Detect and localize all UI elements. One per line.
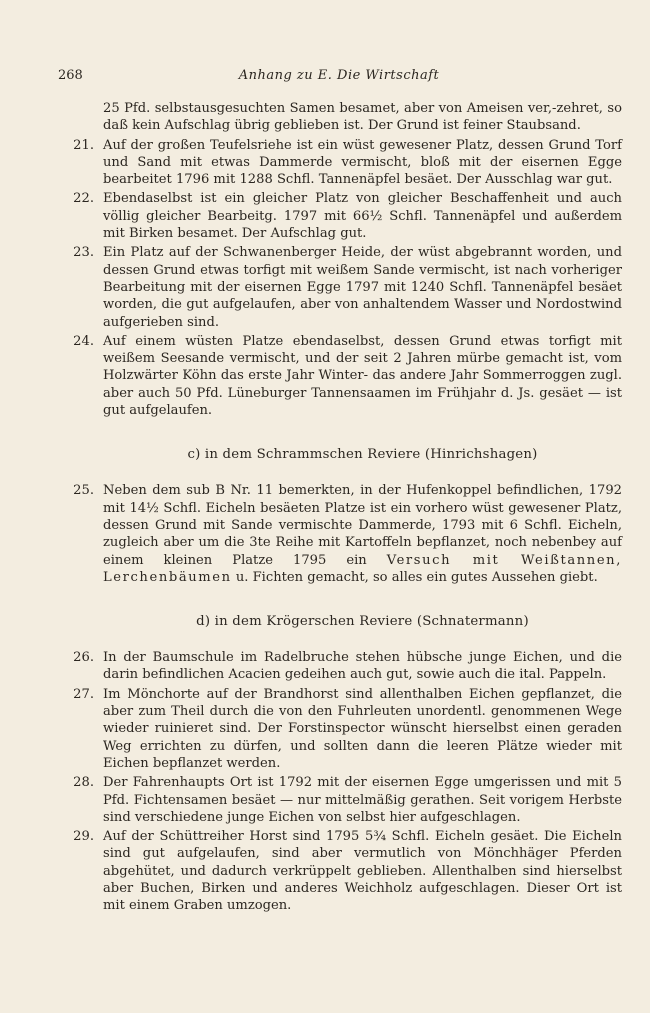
- entry-21: [62, 137, 622, 189]
- entry-text-spaced: Versuch mit Weißtannen, Lerchenbäumen: [103, 552, 622, 585]
- entry-27: [62, 686, 622, 772]
- entry-text: Der Fahrenhaupts Ort ist 1792 mit der eisernen Egge umgerissen und mit 5 Pfd. Fichtensamen besäet — nur mittelmäßig gerathen. Seit vorigem Herbste sind verschiedene junge Eichen von selbst hier aufgeschlagen.: [103, 775, 622, 825]
- entry-text: Ebendaselbst ist ein gleicher Platz von gleicher Beschaffenheit und auch völlig gleicher Bearbeitg. 1797 mit 66½ Schfl. Tannenäpfel und außerdem mit Birken besamet. Der Aufschlag gut.: [103, 191, 622, 242]
- page-number: 268: [58, 68, 83, 83]
- page-header: [58, 68, 620, 88]
- entry-text: Auf einem wüsten Platze ebendaselbst, dessen Grund etwas torfigt mit weißem Seesande vermischt, und der seit 2 Jahren mürbe gemacht ist, vom Holzwärter Köhn das erste Jahr Winter- das andere Jahr Sommerroggen zugl. aber auch 50 Pfd. Lüneburger Tannensaamen im Frühjahr d. Js. gesäet — ist gut aufgelaufen.: [103, 333, 622, 419]
- entry-number: 26.: [73, 650, 94, 666]
- entry-text-start: Neben dem sub B Nr. 11 bemerkten, in der Hufenkoppel befindlichen, 1792 mit 14½ Schfl. Eicheln besäeten Platze ist ein vorhero wüst gewesener Platz, dessen Grund mit Sande vermischte Dammerde, 1793 mit 6 Schfl. Eicheln, zugleich aber um die 3te Reihe mit Kartoffeln bepflanzet, noch nebenbey auf einem kleinen Platze 1795 ein: [103, 483, 622, 568]
- entry-text: In der Baumschule im Radelbruche stehen hübsche junge Eichen, und die darin befindlichen Acacien gedeihen auch gut, sowie auch die ital. Pappeln.: [103, 650, 622, 683]
- section-heading-c: c) in dem Schrammschen Reviere (Hinrichshagen): [187, 447, 538, 463]
- entry-text: Auf der Schüttreiher Horst sind 1795 5¾ Schfl. Eicheln gesäet. Die Eicheln sind gut aufgelaufen, sind aber vermutlich von Mönchhäger Pferden abgehütet, und dadurch verkrüppelt geblieben. Allenthalben sind hierselbst aber Buchen, Birken und anderes Weichholz aufgeschlagen. Dieser Ort ist mit einem Graben umzogen.: [103, 829, 622, 914]
- entry-28: [62, 774, 622, 826]
- entry-text: Auf der großen Teufelsriehe ist ein wüst gewesener Platz, dessen Grund Torf und Sand mit etwas Dammerde vermischt, bloß mit der eisernen Egge bearbeitet 1796 mit 1288 Schfl. Tannenäpfel besäet. Der Ausschlag war gut.: [103, 137, 622, 188]
- entry-number: 29.: [73, 829, 94, 845]
- entry-number: 21.: [73, 137, 94, 153]
- entry-26: [62, 649, 622, 684]
- entry-22: [62, 190, 622, 242]
- entry-text: Im Mönchorte auf der Brandhorst sind allenthalben Eichen gepflanzet, die aber zum Theil durch die von den Fuhrleuten unordentl. genommenen Wege wieder ruinieret sind. Der Forstinspector wünscht hierselbst einen geraden Weg errichten zu dürfen, und sollten dann die leeren Plätze wieder mit Eichen bepflanzet werden.: [103, 686, 622, 771]
- running-title: Anhang zu E. Die Wirtschaft: [238, 68, 440, 83]
- entry-number: 22.: [73, 191, 94, 207]
- continuation-paragraph: 25 Pfd. selbstausgesuchten Samen besamet, aber von Ameisen ver,-zehret, so daß kein Aufschlag übrig geblieben ist. Der Grund ist feiner Staubsand.: [103, 101, 622, 134]
- entry-number: 27.: [73, 686, 94, 702]
- entry-text: Ein Platz auf der Schwanenberger Heide, der wüst abgebrannt worden, und dessen Grund etwas torfigt mit weißem Sande vermischt, ist nach vorheriger Bearbeitung mit der eisernen Egge 1797 mit 1240 Schfl. Tannenäpfel besäet worden, die gut aufgelaufen, aber von anhaltendem Wasser und Nordostwind aufgerieben sind.: [103, 245, 622, 330]
- entry-text-end: u. Fichten gemacht, so alles ein gutes Aussehen giebt.: [231, 569, 598, 585]
- entry-number: 28.: [73, 775, 94, 791]
- entry-24: [62, 333, 622, 419]
- page-body: [62, 100, 622, 917]
- entry-number: 23.: [73, 245, 94, 261]
- section-heading-d: d) in dem Krögerschen Reviere (Schnatermann): [196, 614, 529, 630]
- entry-29: [62, 828, 622, 914]
- entry-23: [62, 244, 622, 330]
- entry-number: 24.: [73, 333, 94, 349]
- entry-number: 25.: [73, 483, 94, 499]
- entry-25: [62, 482, 622, 586]
